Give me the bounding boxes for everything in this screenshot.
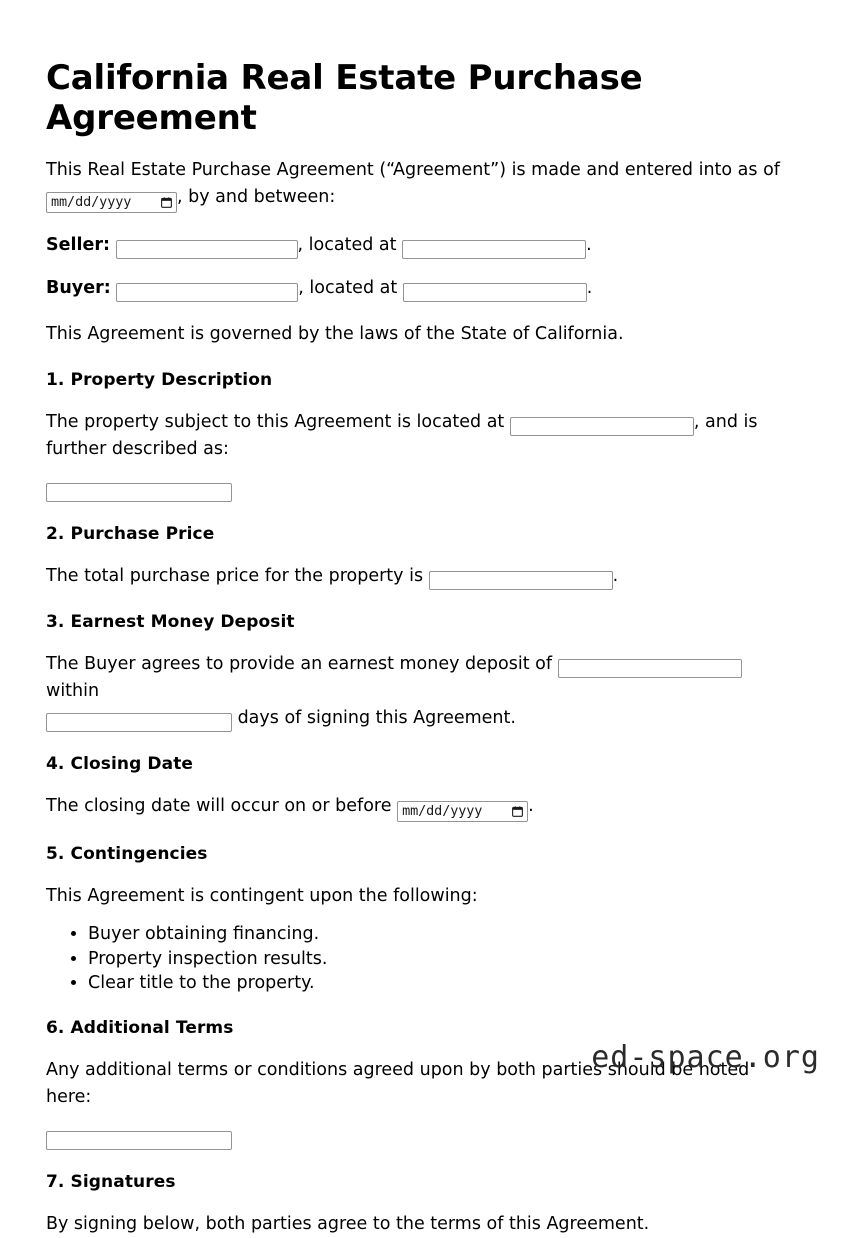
- closing-text-before: The closing date will occur on or before: [46, 795, 392, 816]
- additional-terms-intro: Any additional terms or conditions agreed upon by both parties should be noted here:: [46, 1060, 750, 1107]
- section-heading-earnest-money: 3. Earnest Money Deposit: [46, 612, 295, 633]
- signatures-intro: By signing below, both parties agree to the terms of this Agreement.: [46, 1214, 650, 1235]
- property-description-input[interactable]: [46, 483, 232, 502]
- deposit-text-after-days: days of signing this Agreement.: [237, 707, 516, 728]
- seller-label: Seller:: [46, 235, 110, 256]
- purchase-price-paragraph: [46, 563, 798, 590]
- calendar-icon: [161, 197, 172, 208]
- section-heading-purchase-price: 2. Purchase Price: [46, 524, 215, 545]
- earnest-money-paragraph: [46, 651, 798, 732]
- watermark: ed-space.org: [591, 1040, 820, 1075]
- price-text-after: .: [612, 566, 619, 587]
- section-heading-closing-date: 4. Closing Date: [46, 753, 194, 774]
- closing-text-after: .: [528, 795, 534, 816]
- closing-date-picker[interactable]: [397, 801, 528, 822]
- property-text-before: The property subject to this Agreement is located at: [46, 411, 505, 432]
- additional-terms-input-row: [46, 1126, 798, 1150]
- calendar-icon: [512, 806, 523, 817]
- property-description-input-row: [46, 478, 798, 502]
- page-title: California Real Estate Purchase Agreement: [46, 58, 643, 139]
- seller-row: [46, 232, 798, 259]
- deposit-text-before: The Buyer agrees to provide an earnest money deposit of: [46, 654, 553, 675]
- list-item: • Property inspection results.: [88, 947, 798, 972]
- closing-date-value: mm/dd/yyyy: [402, 802, 483, 819]
- contingencies-list: [46, 922, 798, 997]
- seller-name-input[interactable]: [116, 240, 298, 259]
- purchase-price-input[interactable]: [429, 571, 613, 590]
- agreement-date-picker[interactable]: [46, 192, 177, 213]
- section-heading-property-description: 1. Property Description: [46, 369, 273, 390]
- intro-text-before-date: This Real Estate Purchase Agreement (“Agreement”) is made and entered into as of: [46, 160, 780, 181]
- section-heading-contingencies: 5. Contingencies: [46, 844, 208, 865]
- seller-located-at-text: , located at: [297, 235, 397, 256]
- deposit-text-between: within: [46, 681, 100, 702]
- property-location-input[interactable]: [510, 417, 694, 436]
- additional-terms-input[interactable]: [46, 1131, 232, 1150]
- buyer-period: .: [586, 278, 593, 299]
- intro-paragraph: [46, 157, 798, 213]
- seller-address-input[interactable]: [402, 240, 586, 259]
- governing-law-paragraph: This Agreement is governed by the laws of the State of California.: [46, 324, 624, 345]
- list-item: • Buyer obtaining financing.: [88, 922, 798, 947]
- buyer-label: Buyer:: [46, 278, 111, 299]
- intro-text-after-date: , by and between:: [177, 186, 336, 207]
- price-text-before: The total purchase price for the property is: [46, 566, 424, 587]
- agreement-date-value: mm/dd/yyyy: [51, 193, 132, 210]
- buyer-name-input[interactable]: [116, 283, 298, 302]
- buyer-located-at-text: , located at: [298, 278, 398, 299]
- property-text-after: , and is further described as:: [46, 411, 758, 459]
- closing-date-paragraph: [46, 793, 798, 822]
- earnest-deposit-input[interactable]: [558, 659, 742, 678]
- buyer-row: [46, 275, 798, 302]
- buyer-address-input[interactable]: [403, 283, 587, 302]
- contingencies-intro: This Agreement is contingent upon the following:: [46, 886, 478, 907]
- property-description-paragraph: [46, 409, 798, 463]
- list-item: • Clear title to the property.: [88, 971, 798, 996]
- seller-period: .: [586, 235, 592, 256]
- section-heading-signatures: 7. Signatures: [46, 1172, 176, 1193]
- section-heading-additional-terms: 6. Additional Terms: [46, 1018, 234, 1039]
- earnest-days-input[interactable]: [46, 713, 232, 732]
